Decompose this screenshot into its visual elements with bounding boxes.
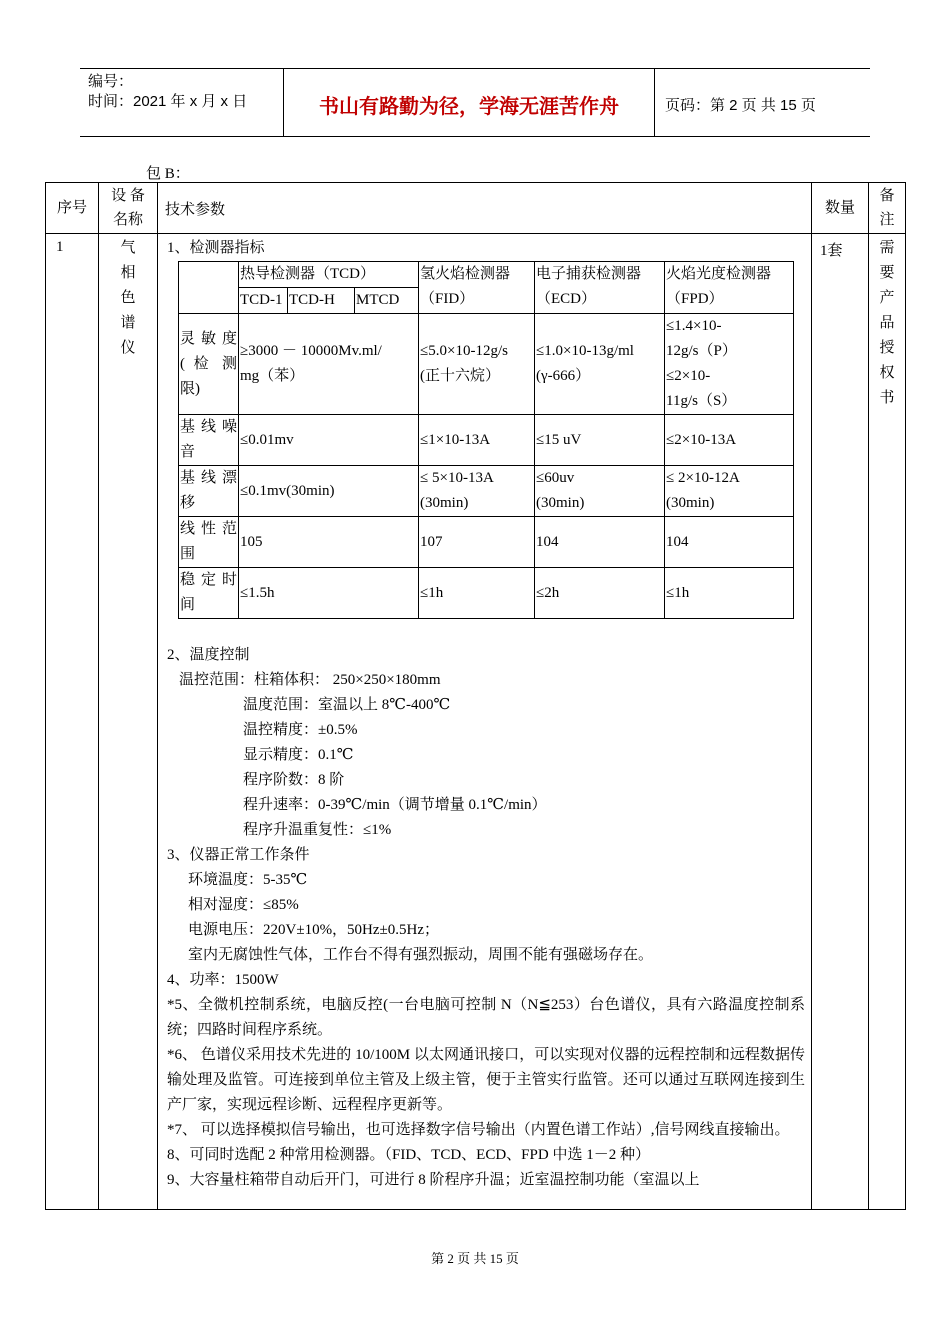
ecd-value: ≤2h [535, 568, 665, 619]
section-9-oven: 9、大容量柱箱带自动后开门，可进行 8 阶程序升温；近室温控制功能（室温以上 [167, 1172, 700, 1188]
row-label [179, 314, 239, 415]
tcd-value: ≤1.5h [239, 568, 419, 619]
col-header-name-line: 设 备 [111, 188, 145, 204]
row-label [179, 568, 239, 619]
note-char: 要 [879, 265, 895, 281]
value-line: ≤ 5×10-13A [420, 470, 494, 486]
document-time-label: 时间：2021 年 x 月 x 日 [88, 93, 248, 110]
header-bottom-rule [80, 136, 870, 137]
ecd-value: ≤15 uV [535, 415, 665, 466]
row-note [869, 234, 906, 1210]
row-label-line: 基 线 噪 [180, 419, 237, 435]
fid-value: 107 [419, 517, 535, 568]
section-2-title: 2、温度控制 [167, 647, 250, 663]
fpd-value: 104 [665, 517, 794, 568]
condition-line: 电源电压：220V±10%，50Hz±0.5Hz； [188, 922, 440, 938]
value-line: ≤ 2×10-12A [666, 470, 740, 486]
temp-control-line: 温控精度：±0.5% [243, 722, 358, 738]
detector-row-linear-range [179, 517, 794, 568]
row-label-line: 基 线 漂 [180, 470, 237, 486]
device-name-char: 仪 [120, 340, 136, 356]
value-line: ≤2×10- [666, 368, 711, 384]
ecd-value [535, 314, 665, 415]
fid-value [419, 466, 535, 517]
col-header-note-line: 注 [879, 212, 895, 228]
note-char: 产 [879, 290, 895, 306]
temp-control-line: 程序阶数：8 阶 [243, 772, 345, 788]
row-label-line: ( 检 测 [180, 355, 237, 372]
col-header-note-line: 备 [879, 188, 895, 204]
device-name-char: 气 [120, 240, 136, 256]
device-name-char: 谱 [120, 315, 136, 331]
value-line: mg（苯） [240, 368, 305, 384]
row-device-name [99, 234, 158, 1210]
value-line: (γ-666） [536, 368, 591, 384]
tcd-sub-m: MTCD [355, 288, 419, 314]
spec-table-header-row [46, 183, 906, 234]
fid-value: ≤1×10-13A [419, 415, 535, 466]
fpd-value [665, 466, 794, 517]
detector-row-stable-time [179, 568, 794, 619]
value-line: ≤5.0×10-12g/s [420, 343, 508, 359]
note-char: 需 [879, 240, 895, 256]
col-header-params: 技术参数 [158, 183, 812, 234]
col-header-name-line: 名称 [112, 212, 143, 228]
row-seq: 1 [46, 234, 99, 1210]
detector-row-drift [179, 466, 794, 517]
condition-line: 室内无腐蚀性气体，工作台不得有强烈振动，周围不能有强磁场存在。 [188, 947, 654, 963]
value-line: ≤60uv [536, 470, 575, 486]
ecd-header [535, 262, 665, 314]
tcd-header: 热导检测器（TCD） [239, 262, 419, 288]
tcd-value: 105 [239, 517, 419, 568]
value-line: (正十六烷） [420, 368, 501, 384]
note-char: 书 [879, 390, 895, 406]
value-line: ≤1.0×10-13g/ml [536, 343, 634, 359]
section-7-signal: *7、 可以选择模拟信号输出，也可选择数字信号输出（内置色谱工作站）,信号网线直接输出。 [167, 1122, 790, 1138]
detector-corner-cell [179, 262, 239, 314]
section-1-title: 1、检测器指标 [167, 240, 265, 256]
section-4-power: 4、功率：1500W [167, 972, 279, 988]
ecd-value: 104 [535, 517, 665, 568]
col-header-name [99, 183, 158, 234]
value-line: (30min) [420, 495, 469, 511]
fid-header [419, 262, 535, 314]
col-header-seq: 序号 [46, 183, 99, 234]
document-number-label: 编号： [88, 73, 134, 90]
fpd-header [665, 262, 794, 314]
section-5-control: *5、全微机控制系统，电脑反控(一台电脑可控制 N（N≦253）台色谱仪，具有六路温度控制系统；四路时间程序系统。 [167, 997, 805, 1038]
detector-header-row [179, 262, 794, 288]
col-header-qty: 数量 [812, 183, 869, 234]
fpd-value: ≤2×10-13A [665, 415, 794, 466]
header-top-rule [80, 68, 870, 69]
row-label-line: 音 [180, 444, 196, 460]
header-page-info: 页码：第 2 页 共 15 页 [665, 96, 816, 114]
note-char: 权 [879, 365, 895, 381]
tcd-sub-h: TCD-H [288, 288, 355, 314]
device-name-char: 色 [120, 290, 136, 306]
section-8-detectors: 8、可同时选配 2 种常用检测器。（FID、TCD、ECD、FPD 中选 1－2 种） [167, 1147, 650, 1163]
tcd-sub-1: TCD-1 [239, 288, 288, 314]
device-name-char: 相 [120, 265, 136, 281]
temp-control-line: 温控范围：柱箱体积： 250×250×180mm [179, 672, 441, 688]
header-left-block [88, 72, 247, 112]
detector-table [178, 261, 794, 619]
temp-control-line: 显示精度：0.1℃ [243, 747, 354, 763]
row-label-line: 围 [180, 546, 196, 562]
condition-line: 相对湿度：≤85% [188, 897, 299, 913]
tcd-value: ≤0.1mv(30min) [239, 466, 419, 517]
row-label-line: 限) [180, 380, 200, 397]
header-divider-right [654, 68, 655, 136]
temp-control-line: 温度范围：室温以上 8℃-400℃ [243, 697, 451, 713]
value-line: (30min) [536, 495, 585, 511]
page-footer: 第 2 页 共 15 页 [431, 1251, 519, 1266]
value-line: 12g/s（P） [666, 343, 737, 359]
fpd-header-line: 火焰光度检测器 [666, 266, 772, 282]
row-label [179, 517, 239, 568]
fpd-header-line: （FPD） [666, 291, 724, 307]
fid-header-line: 氢火焰检测器 [420, 266, 511, 282]
row-label-line: 稳 定 时 [180, 572, 237, 588]
row-label-line: 线 性 范 [180, 521, 237, 537]
header-motto: 书山有路勤为径，学海无涯苦作舟 [319, 93, 619, 118]
value-line: 11g/s（S） [666, 393, 737, 409]
row-label [179, 415, 239, 466]
row-qty: 1套 [812, 234, 869, 1210]
fpd-value [665, 314, 794, 415]
ecd-header-line: （ECD） [536, 291, 597, 307]
temp-control-line: 程升速率：0-39℃/min（调节增量 0.1℃/min） [243, 797, 547, 813]
detector-row-sensitivity [179, 314, 794, 415]
spec-table [45, 182, 906, 1210]
condition-line: 环境温度：5-35℃ [188, 872, 308, 888]
fid-value [419, 314, 535, 415]
fpd-value: ≤1h [665, 568, 794, 619]
row-params [158, 234, 812, 1210]
row-label-line: 移 [180, 495, 196, 511]
note-char: 授 [879, 340, 895, 356]
ecd-header-line: 电子捕获检测器 [536, 266, 642, 282]
row-label [179, 466, 239, 517]
temp-control-line: 程序升温重复性：≤1% [243, 822, 392, 838]
ecd-value [535, 466, 665, 517]
fid-value: ≤1h [419, 568, 535, 619]
row-label-line: 间 [180, 597, 196, 613]
section-6-network: *6、 色谱仪采用技术先进的 10/100M 以太网通讯接口，可以实现对仪器的远程控制和远程数据传输处理及监管。可连接到单位主管及上级主管，便于主管实行监管。还可以通过互联网连接到生产厂家，实现远程诊断、远程程序更新等。 [167, 1047, 805, 1113]
value-line: (30min) [666, 495, 715, 511]
spacer [167, 619, 805, 643]
row-label-line: 灵敏度 [180, 330, 237, 347]
fid-header-line: （FID） [420, 291, 475, 307]
note-char: 品 [879, 315, 895, 331]
value-line: ≥3000 － 10000Mv.ml/ [240, 343, 382, 359]
value-line: ≤1.4×10- [666, 318, 722, 334]
tcd-value [239, 314, 419, 415]
section-3-title: 3、仪器正常工作条件 [167, 847, 310, 863]
detector-row-noise [179, 415, 794, 466]
col-header-note [869, 183, 906, 234]
package-label: 包 B： [146, 166, 190, 182]
spec-table-row [46, 234, 906, 1210]
tcd-value: ≤0.01mv [239, 415, 419, 466]
